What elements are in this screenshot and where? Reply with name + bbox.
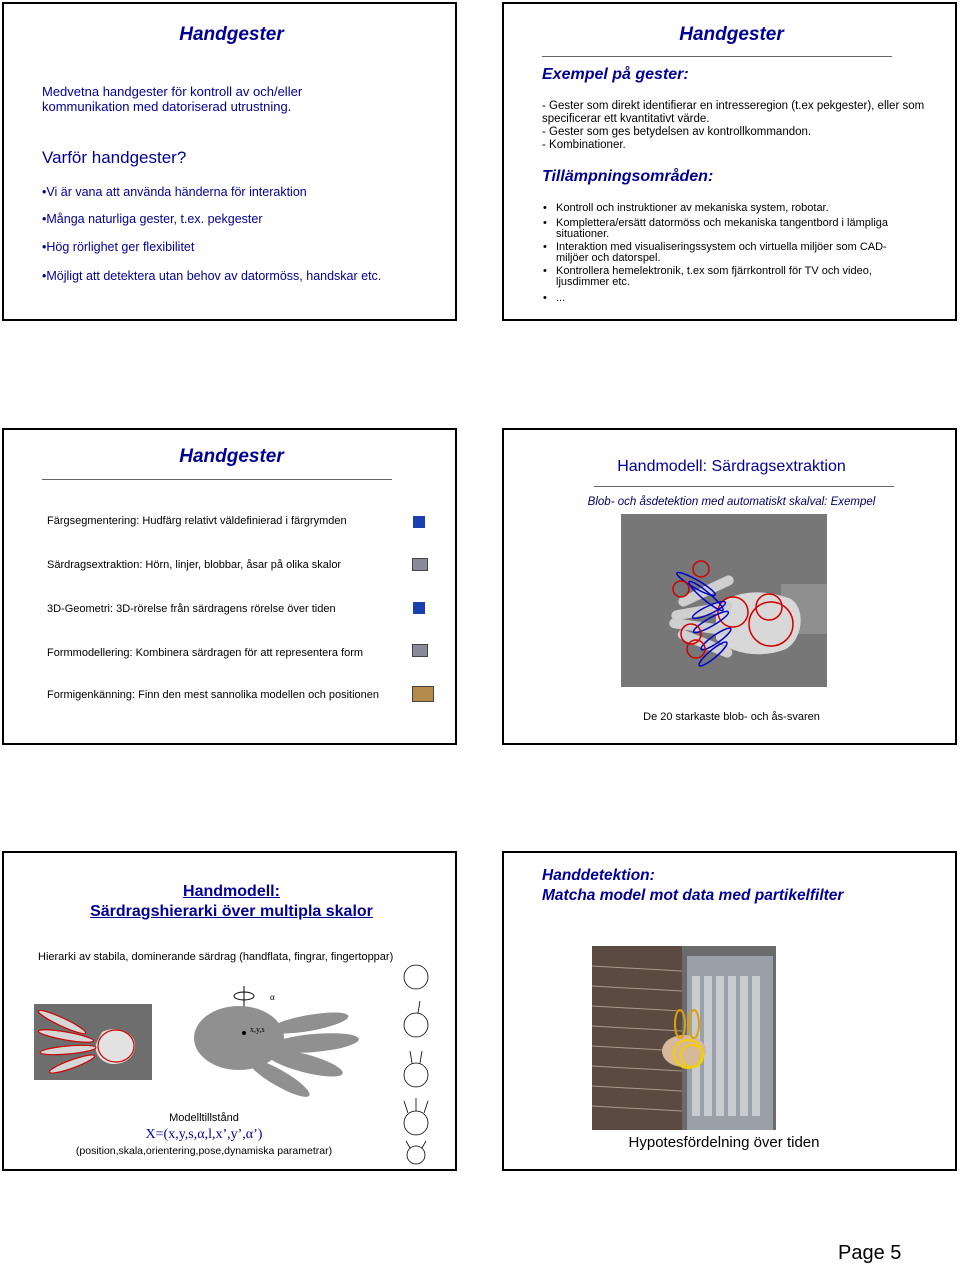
slide-1-bullet: •Hög rörlighet ger flexibilitet: [42, 240, 195, 254]
slide-2-bullet: • Kontrollera hemelektronik, t.ex som fjärrkontroll för TV och video, ljusdimmer etc.: [556, 266, 926, 288]
slide-4-caption: De 20 starkaste blob- och ås-svaren: [643, 711, 820, 723]
thumbnail-icon: [412, 644, 428, 657]
slide-5: [2, 851, 457, 1171]
xys-label: x,y,s: [250, 1025, 265, 1034]
thumbnail-icon: [412, 558, 428, 571]
hand-model-photo: [34, 1004, 152, 1080]
slide-4-subtitle: Blob- och åsdetektion med automatiskt skalval: Exempel: [587, 496, 876, 508]
slide-2-title: Handgester: [679, 24, 784, 45]
page-number: Page 5: [838, 1242, 902, 1264]
slide-1-title: Handgester: [179, 24, 284, 45]
slide-5-formula: X=(x,y,s,α,l,x’,y’,α’): [145, 1127, 263, 1142]
slide-1-bullet: •Möjligt att detektera utan behov av datormöss, handskar etc.: [42, 269, 382, 283]
particle-filter-photo: [592, 946, 776, 1130]
slide-5-title: Särdragshierarki över multipla skalor: [90, 903, 373, 920]
slide-3-item: Formmodellering: Kombinera särdragen för att representera form: [47, 647, 364, 659]
slide-6-title: Handdetektion:: [542, 867, 655, 884]
slide-2-line: - Kombinationer.: [542, 139, 626, 151]
slide-2-rule: [542, 56, 892, 57]
slide-5-params: (position,skala,orientering,pose,dynamiska parametrar): [75, 1145, 333, 1157]
slide-6-caption: Hypotesfördelning över tiden: [628, 1134, 820, 1151]
slide-3-item: Formigenkänning: Finn den mest sannolika modellen och positionen: [47, 689, 380, 701]
slide-1-bullet: •Många naturliga gester, t.ex. pekgester: [42, 212, 263, 226]
slide-4-title: Handmodell: Särdragsextraktion: [617, 458, 846, 475]
slide-5-state-label: Modelltillstånd: [169, 1112, 239, 1124]
slide-2-bullet: • ...: [556, 292, 565, 305]
alpha-label: α: [270, 992, 275, 1002]
square-icon: [413, 516, 425, 528]
slide-1-intro: Medvetna handgester för kontroll av och/eller kommunikation med datoriserad utrustning.: [42, 84, 303, 114]
slide-2: [502, 2, 957, 321]
slide-3: [2, 428, 457, 745]
slide-3-rule: [42, 479, 392, 480]
slide-4-rule: [594, 486, 894, 487]
thumbnail-icon: [412, 686, 434, 702]
slide-5-title: Handmodell:: [183, 883, 280, 900]
slide-1-subhead: Varför handgester?: [42, 148, 187, 167]
slide-6-title: Matcha model mot data med partikelfilter: [542, 887, 844, 904]
slide-2-subhead-2: Tillämpningsområden:: [542, 168, 714, 185]
slide-4: [502, 428, 957, 745]
slide-2-bullet: • Interaktion med visualiseringssystem och virtuella miljöer som CAD-miljöer och datorspel.: [556, 242, 916, 264]
slide-2-bullet: • Kontroll och instruktioner av mekaniska system, robotar.: [556, 202, 916, 215]
square-icon: [413, 602, 425, 614]
slide-6: [502, 851, 957, 1171]
slide-2-line: - Gester som ges betydelsen av kontrollkommandon.: [542, 126, 812, 138]
hand-blob-figure: [621, 514, 827, 687]
slide-1: [2, 2, 457, 321]
slide-3-item: 3D-Geometri: 3D-rörelse från särdragens rörelse över tiden: [47, 603, 336, 615]
slide-5-line: Hierarki av stabila, dominerande särdrag (handflata, fingrar, fingertoppar): [38, 951, 394, 963]
slide-1-bullet: •Vi är vana att använda händerna för interaktion: [42, 185, 307, 199]
slide-2-subhead: Exempel på gester:: [542, 66, 689, 83]
slide-3-title: Handgester: [179, 446, 284, 467]
hand-model-diagram: [184, 978, 379, 1098]
slide-3-item: Färgsegmentering: Hudfärg relativt väldefinierad i färgrymden: [47, 515, 347, 527]
slide-2-bullet: • Komplettera/ersätt datormöss och mekaniska tangentbord i lämpliga situationer.: [556, 218, 916, 240]
slide-3-item: Särdragsextraktion: Hörn, linjer, blobbar, åsar på olika skalor: [47, 559, 342, 571]
slide-2-line: - Gester som direkt identifierar en intresseregion (t.ex pekgester), eller som specificerar ett kvantitativt värde.: [542, 100, 925, 125]
